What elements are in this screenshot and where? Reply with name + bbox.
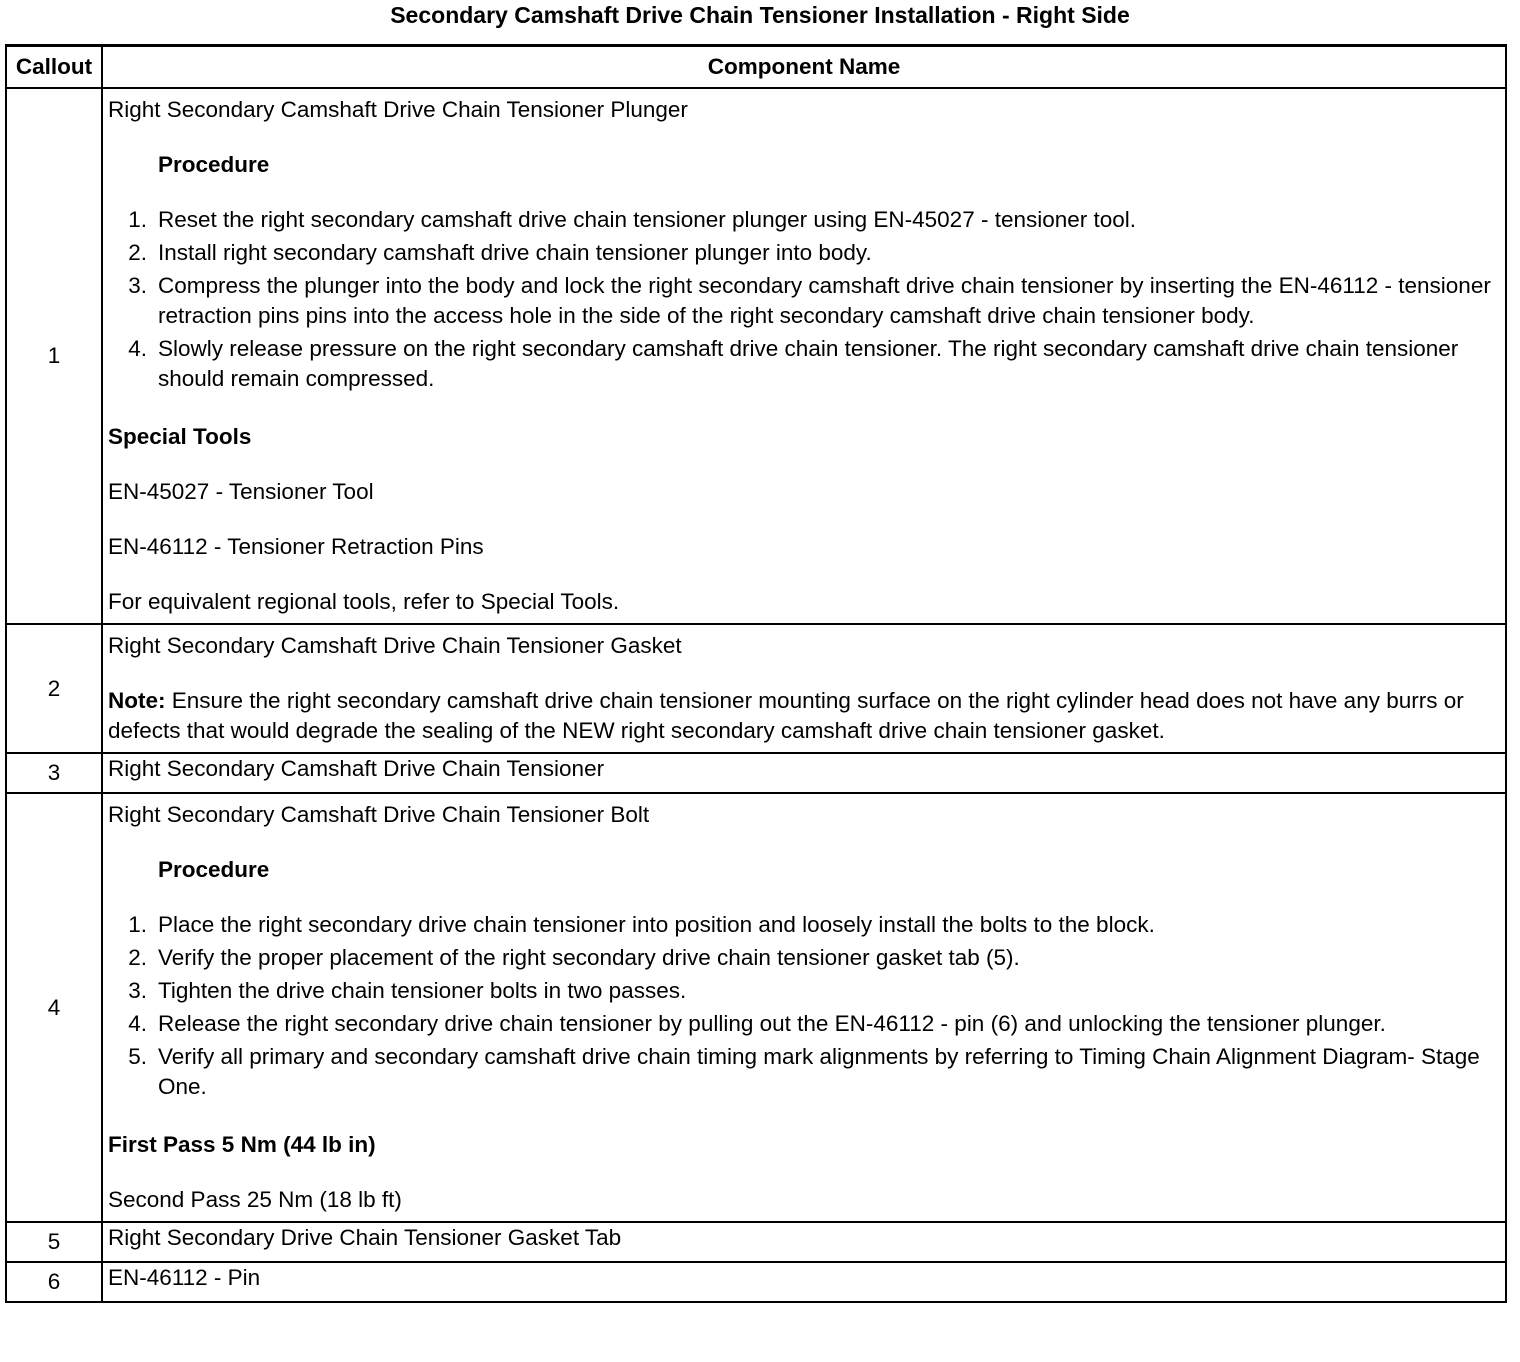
procedure-heading: Procedure xyxy=(158,857,270,882)
special-tools-note: For equivalent regional tools, refer to Special Tools. xyxy=(108,589,620,614)
component-name: Right Secondary Camshaft Drive Chain Tensioner Plunger xyxy=(108,97,688,122)
procedure-step: Tighten the drive chain tensioner bolts in two passes. xyxy=(158,978,687,1003)
table-row xyxy=(6,88,1506,624)
component-cell xyxy=(102,88,1506,624)
table-row xyxy=(6,624,1506,753)
table-row xyxy=(6,793,1506,1222)
special-tool: EN-46112 - Tensioner Retraction Pins xyxy=(108,534,484,559)
callout-number: 4 xyxy=(6,793,102,1222)
table-header-row xyxy=(6,46,1506,89)
component-cell xyxy=(102,624,1506,753)
component-name: Right Secondary Drive Chain Tensioner Gasket Tab xyxy=(102,1222,1506,1262)
procedure-step: Place the right secondary drive chain tensioner into position and loosely install the bolts to the block. xyxy=(158,912,1155,937)
header-component-name: Component Name xyxy=(102,46,1506,89)
callout-number: 5 xyxy=(6,1222,102,1262)
table-row xyxy=(6,753,1506,793)
table-row xyxy=(6,1262,1506,1302)
procedure-steps xyxy=(108,910,1505,1102)
component-name: Right Secondary Camshaft Drive Chain Tensioner Bolt xyxy=(108,802,650,827)
torque-second-pass: Second Pass 25 Nm (18 lb ft) xyxy=(108,1187,402,1212)
page-title: Secondary Camshaft Drive Chain Tensioner Installation - Right Side xyxy=(390,2,1130,28)
procedure-heading: Procedure xyxy=(158,152,270,177)
table-row xyxy=(6,1222,1506,1262)
component-name: Right Secondary Camshaft Drive Chain Tensioner Gasket xyxy=(108,633,682,658)
components-table xyxy=(5,44,1507,1303)
procedure-step: Verify the proper placement of the right secondary drive chain tensioner gasket tab (5). xyxy=(158,945,1020,970)
header-callout: Callout xyxy=(6,46,102,89)
note-text: Ensure the right secondary camshaft drive chain tensioner mounting surface on the right cylinder head does not have any burrs or defects that would degrade the sealing of the NEW right secondary camshaft drive chain tensioner gasket. xyxy=(108,688,1464,743)
special-tool: EN-45027 - Tensioner Tool xyxy=(108,479,374,504)
procedure-step: Compress the plunger into the body and lock the right secondary camshaft drive chain tensioner by inserting the EN-46112 - tensioner retraction pins pins into the access hole in the side of the right secondary camshaft drive chain tensioner body. xyxy=(158,273,1491,328)
procedure-step: Verify all primary and secondary camshaft drive chain timing mark alignments by referring to Timing Chain Alignment Diagram- Stage One. xyxy=(158,1044,1480,1099)
callout-number: 6 xyxy=(6,1262,102,1302)
callout-number: 2 xyxy=(6,624,102,753)
component-cell xyxy=(102,793,1506,1222)
component-name: Right Secondary Camshaft Drive Chain Tensioner xyxy=(102,753,1506,793)
torque-first-pass: First Pass 5 Nm (44 lb in) xyxy=(108,1132,376,1157)
procedure-step: Slowly release pressure on the right secondary camshaft drive chain tensioner. The right secondary camshaft drive chain tensioner should remain compressed. xyxy=(158,336,1459,391)
note-label: Note: xyxy=(108,688,166,713)
procedure-step: Reset the right secondary camshaft drive chain tensioner plunger using EN-45027 - tensioner tool. xyxy=(158,207,1137,232)
special-tools-heading: Special Tools xyxy=(108,424,252,449)
component-name: EN-46112 - Pin xyxy=(102,1262,1506,1302)
callout-number: 1 xyxy=(6,88,102,624)
procedure-step: Release the right secondary drive chain tensioner by pulling out the EN-46112 - pin (6) and unlocking the tensioner plunger. xyxy=(158,1011,1386,1036)
note-paragraph xyxy=(108,686,1505,746)
callout-number: 3 xyxy=(6,753,102,793)
procedure-step: Install right secondary camshaft drive chain tensioner plunger into body. xyxy=(158,240,872,265)
procedure-steps xyxy=(108,205,1505,394)
